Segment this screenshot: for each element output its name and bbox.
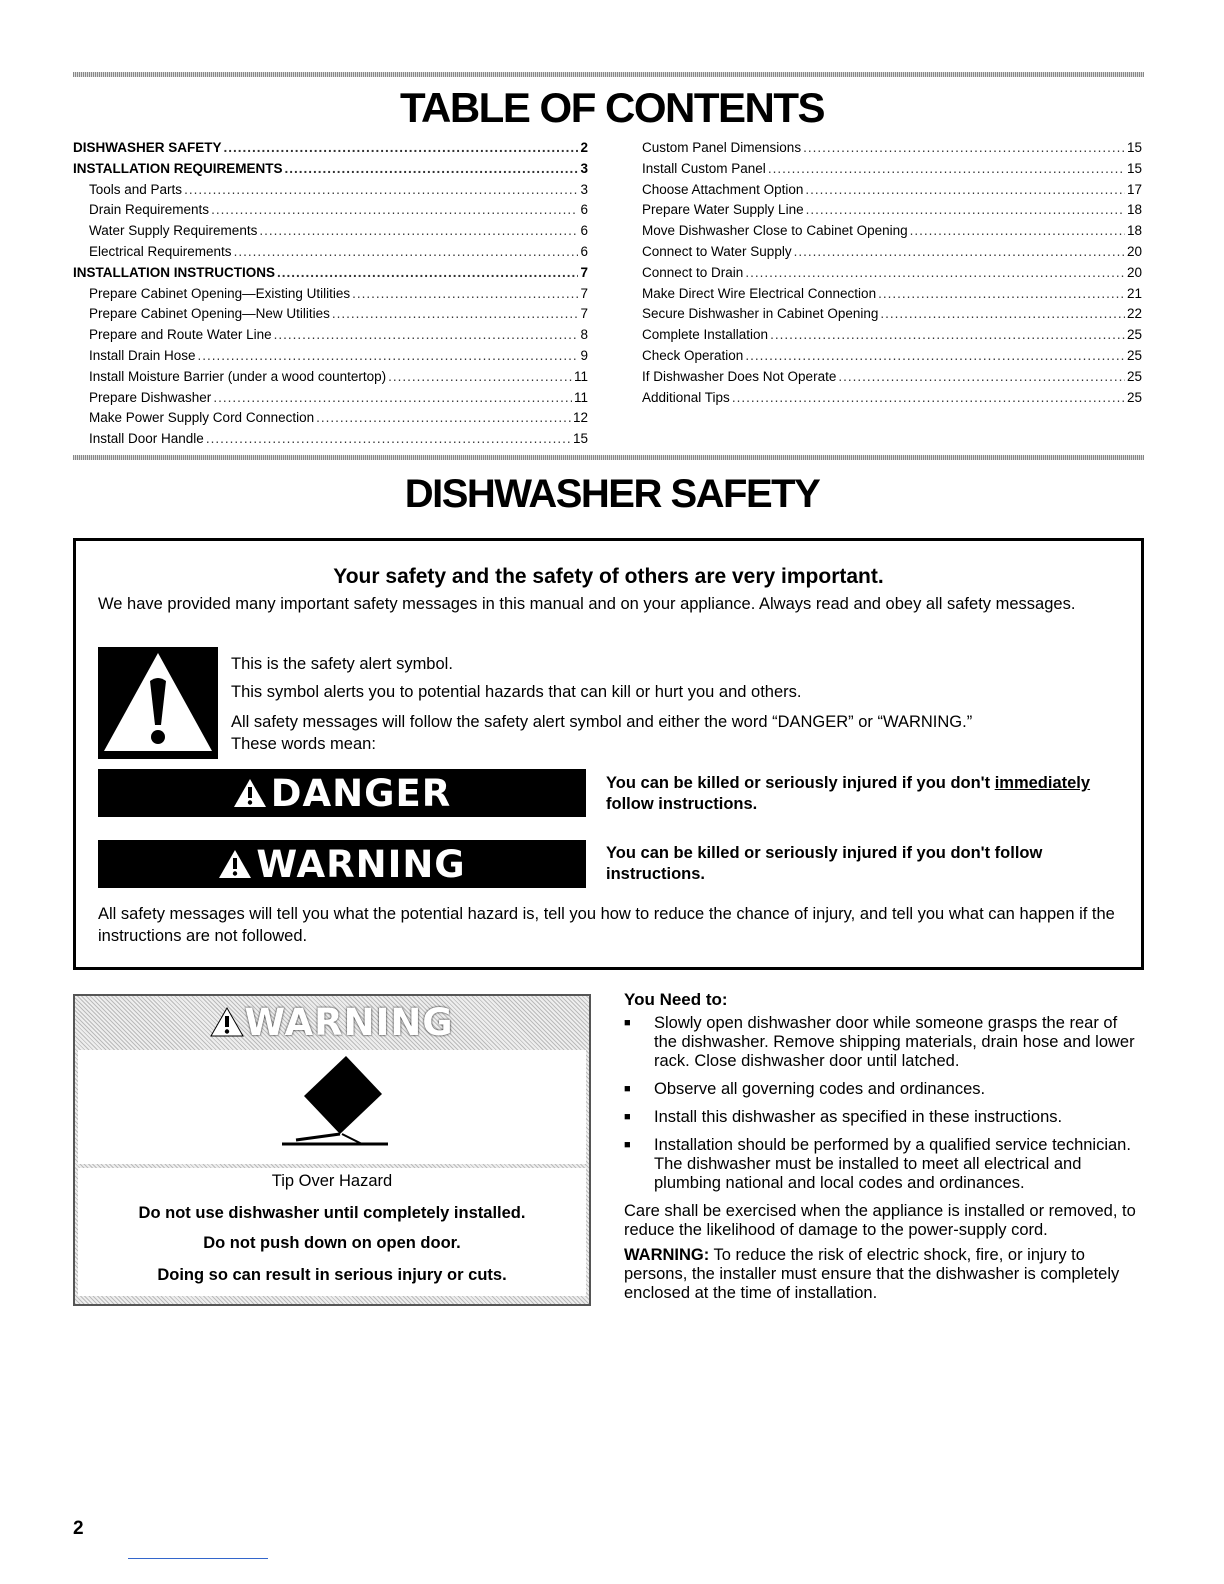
toc-leader-dots bbox=[745, 265, 1125, 280]
toc-entry bbox=[73, 390, 588, 411]
toc-entry-title: Install Moisture Barrier (under a wood countertop) bbox=[89, 368, 387, 384]
toc-entry bbox=[73, 182, 588, 203]
toc-entry bbox=[73, 327, 588, 348]
toc-leader-dots bbox=[316, 410, 571, 425]
toc-entry-title: Prepare Cabinet Opening—New Utilities bbox=[89, 306, 330, 322]
toc-entry-title: Make Power Supply Cord Connection bbox=[89, 410, 315, 426]
tip-over-warning-header bbox=[75, 996, 589, 1048]
symbol-line-2: This symbol alerts you to potential hazards that can kill or hurt you and others. bbox=[231, 683, 802, 701]
toc-entry bbox=[642, 161, 1142, 182]
toc-leader-dots bbox=[806, 202, 1125, 217]
toc-entry-title: Water Supply Requirements bbox=[89, 223, 258, 239]
toc-entry-title: Check Operation bbox=[642, 347, 744, 363]
toc-entry-title: INSTALLATION REQUIREMENTS bbox=[73, 160, 283, 176]
toc-leader-dots bbox=[805, 182, 1125, 197]
alert-triangle-icon bbox=[210, 1007, 244, 1037]
you-need-section bbox=[624, 990, 1144, 1309]
toc-leader-dots bbox=[768, 161, 1125, 176]
symbol-line-4: These words mean: bbox=[231, 735, 376, 753]
tip-over-line-3: Doing so can result in serious injury or cuts. bbox=[157, 1266, 507, 1284]
toc-entry-title: Install Drain Hose bbox=[89, 347, 196, 363]
toc-leader-dots bbox=[259, 223, 578, 238]
toc-leader-dots bbox=[274, 327, 579, 342]
toc-entry-page: 20 bbox=[1126, 243, 1142, 259]
danger-text-b: follow instructions. bbox=[606, 795, 758, 813]
toc-entry-page: 11 bbox=[573, 389, 588, 405]
toc-entry bbox=[73, 410, 588, 431]
danger-text-emphasis: immediately bbox=[994, 774, 1091, 792]
toc-leader-dots bbox=[184, 182, 578, 197]
toc-entry bbox=[73, 202, 588, 223]
toc-leader-dots bbox=[878, 286, 1125, 301]
toc-entry-title: If Dishwasher Does Not Operate bbox=[642, 368, 837, 384]
toc-entry-page: 15 bbox=[1126, 140, 1142, 155]
toc-entry-title: Custom Panel Dimensions bbox=[642, 140, 802, 155]
toc-entry-page: 20 bbox=[1126, 264, 1142, 280]
toc-leader-dots bbox=[213, 390, 572, 405]
toc-entry-title: Prepare Dishwasher bbox=[89, 389, 212, 405]
toc-entry-title: DISHWASHER SAFETY bbox=[73, 140, 222, 155]
tip-over-hazard-icon bbox=[78, 1050, 586, 1164]
toc-entry-page: 15 bbox=[572, 431, 588, 447]
toc-leader-dots bbox=[277, 265, 578, 280]
danger-text bbox=[606, 773, 1136, 815]
toc-entry-page: 25 bbox=[1126, 327, 1142, 343]
toc-leader-dots bbox=[880, 306, 1125, 321]
toc-entry-page: 18 bbox=[1126, 223, 1142, 239]
toc-entry-title: Prepare Cabinet Opening—Existing Utilities bbox=[89, 285, 351, 301]
toc-entry bbox=[642, 369, 1142, 390]
alert-triangle-icon bbox=[218, 849, 252, 879]
toc-entry-page: 6 bbox=[580, 223, 588, 239]
page-number: 2 bbox=[73, 1518, 84, 1539]
warning-signal bbox=[98, 840, 586, 888]
danger-word: DANGER bbox=[270, 771, 452, 815]
toc-entry-title: Electrical Requirements bbox=[89, 243, 232, 259]
toc-entry bbox=[73, 265, 588, 286]
toc-left-column bbox=[73, 140, 588, 452]
toc-entry-title: Prepare Water Supply Line bbox=[642, 202, 804, 218]
toc-entry-page: 18 bbox=[1126, 202, 1142, 218]
symbol-line-1: This is the safety alert symbol. bbox=[231, 655, 453, 673]
toc-entry-title: Prepare and Route Water Line bbox=[89, 327, 272, 343]
toc-leader-dots bbox=[206, 431, 571, 446]
toc-entry bbox=[642, 265, 1142, 286]
toc-entry-page: 25 bbox=[1126, 368, 1142, 384]
toc-entry bbox=[642, 306, 1142, 327]
you-need-bullet: ■ Slowly open dishwasher door while someone grasps the rear of the dishwasher. Remove shipping materials, drain hose and lower rack. Close dishwasher door until latched. bbox=[624, 1014, 1144, 1071]
toc-leader-dots bbox=[224, 140, 579, 155]
toc-entry-page: 12 bbox=[572, 410, 588, 426]
toc-entry-title: Connect to Drain bbox=[642, 264, 744, 280]
toc-entry bbox=[642, 286, 1142, 307]
toc-entry-page: 22 bbox=[1126, 306, 1142, 322]
toc-entry bbox=[73, 223, 588, 244]
safety-closing: All safety messages will tell you what the potential hazard is, tell you how to reduce the chance of injury, and tell you what can happen if the instructions are not followed. bbox=[98, 905, 1115, 945]
toc-entry bbox=[73, 140, 588, 161]
toc-entry bbox=[642, 223, 1142, 244]
toc-leader-dots bbox=[388, 369, 572, 384]
install-warning-label: WARNING: bbox=[624, 1246, 710, 1264]
toc-entry-page: 3 bbox=[580, 181, 588, 197]
toc-entry bbox=[73, 161, 588, 182]
toc-entry bbox=[73, 431, 588, 452]
toc-title: TABLE OF CONTENTS bbox=[399, 84, 825, 131]
toc-entry-title: Move Dishwasher Close to Cabinet Opening bbox=[642, 223, 908, 239]
tip-over-warning-word: WARNING bbox=[244, 1000, 454, 1044]
tip-over-pictogram-panel bbox=[78, 1050, 586, 1164]
safety-title: DISHWASHER SAFETY bbox=[404, 472, 820, 516]
toc-entry-page: 25 bbox=[1126, 389, 1142, 405]
danger-text-a: You can be killed or seriously injured if you don't bbox=[606, 774, 995, 792]
toc-entry bbox=[73, 369, 588, 390]
toc-entry-title: Drain Requirements bbox=[89, 202, 210, 218]
you-need-bullet: ■ Installation should be performed by a qualified service technician. The dishwasher must be installed to meet all electrical and plumbing national and local codes and ordinances. bbox=[624, 1136, 1144, 1193]
symbol-line-3: All safety messages will follow the safety alert symbol and either the word “DANGER” or “WARNING.” bbox=[231, 713, 973, 731]
toc-entry-page: 7 bbox=[580, 264, 588, 280]
safety-intro: We have provided many important safety messages in this manual and on your appliance. Always read and obey all safety messages. bbox=[98, 595, 1076, 613]
toc-leader-dots bbox=[745, 348, 1125, 363]
toc-entry bbox=[73, 286, 588, 307]
toc-entry-page: 11 bbox=[573, 368, 588, 384]
toc-entry-page: 6 bbox=[580, 202, 588, 218]
install-warning-paragraph bbox=[624, 1246, 1144, 1303]
toc-entry-page: 9 bbox=[580, 347, 588, 363]
toc-entry-page: 15 bbox=[1126, 160, 1142, 176]
toc-leader-dots bbox=[803, 140, 1125, 155]
toc-leader-dots bbox=[332, 306, 579, 321]
safety-alert-icon bbox=[98, 647, 218, 759]
danger-signal bbox=[98, 769, 586, 817]
toc-entry bbox=[642, 244, 1142, 265]
toc-leader-dots bbox=[285, 161, 579, 176]
toc-entry bbox=[642, 348, 1142, 369]
toc-entry-title: INSTALLATION INSTRUCTIONS bbox=[73, 264, 275, 280]
toc-entry-page: 7 bbox=[580, 306, 588, 322]
toc-entry-title: Tools and Parts bbox=[89, 181, 183, 197]
toc-leader-dots bbox=[732, 390, 1125, 405]
toc-leader-dots bbox=[352, 286, 578, 301]
warning-word: WARNING bbox=[256, 842, 466, 886]
toc-entry-title: Install Custom Panel bbox=[642, 160, 766, 176]
alert-triangle-icon bbox=[233, 778, 267, 808]
warning-text: You can be killed or seriously injured if you don't follow instructions. bbox=[606, 844, 1043, 883]
toc-entry-page: 25 bbox=[1126, 347, 1142, 363]
toc-entry-title: Additional Tips bbox=[642, 389, 730, 405]
toc-entry-page: 7 bbox=[580, 285, 588, 301]
safety-heading: Your safety and the safety of others are very important. bbox=[333, 565, 884, 588]
toc-entry-title: Complete Installation bbox=[642, 327, 769, 343]
you-need-bullet: ■ Observe all governing codes and ordinances. bbox=[624, 1080, 1144, 1099]
toc-leader-dots bbox=[770, 327, 1125, 342]
safety-box bbox=[73, 538, 1144, 970]
care-paragraph: Care shall be exercised when the appliance is installed or removed, to reduce the likelihood of damage to the power-supply cord. bbox=[624, 1202, 1136, 1239]
toc-right-column bbox=[642, 140, 1142, 410]
you-need-heading: You Need to: bbox=[624, 990, 728, 1009]
toc-entry bbox=[642, 182, 1142, 203]
install-warning-text: To reduce the risk of electric shock, fire, or injury to persons, the installer must ensure that the dishwasher is completely enclosed at the time of installation. bbox=[624, 1246, 1120, 1302]
tip-over-line-1: Do not use dishwasher until completely installed. bbox=[138, 1204, 526, 1222]
toc-entry-title: Make Direct Wire Electrical Connection bbox=[642, 285, 877, 301]
toc-entry-title: Connect to Water Supply bbox=[642, 243, 792, 259]
toc-entry-page: 6 bbox=[580, 243, 588, 259]
toc-entry-page: 21 bbox=[1126, 285, 1142, 301]
toc-leader-dots bbox=[910, 223, 1125, 238]
footer-line bbox=[128, 1558, 268, 1559]
toc-leader-dots bbox=[198, 348, 579, 363]
toc-entry bbox=[73, 348, 588, 369]
tip-over-hazard-title: Tip Over Hazard bbox=[271, 1172, 393, 1190]
you-need-bullet: ■ Install this dishwasher as specified in these instructions. bbox=[624, 1108, 1144, 1127]
tip-over-warning-box bbox=[73, 994, 591, 1306]
top-rule bbox=[73, 72, 1144, 77]
toc-leader-dots bbox=[211, 202, 578, 217]
toc-entry-title: Install Door Handle bbox=[89, 431, 204, 447]
tip-over-line-2: Do not push down on open door. bbox=[203, 1234, 461, 1252]
toc-entry-title: Choose Attachment Option bbox=[642, 181, 804, 197]
toc-leader-dots bbox=[234, 244, 579, 259]
toc-entry-page: 17 bbox=[1126, 181, 1142, 197]
toc-entry bbox=[642, 327, 1142, 348]
toc-entry-title: Secure Dishwasher in Cabinet Opening bbox=[642, 306, 879, 322]
toc-leader-dots bbox=[794, 244, 1125, 259]
toc-entry bbox=[642, 202, 1142, 223]
middle-rule bbox=[73, 455, 1144, 460]
toc-entry bbox=[73, 306, 588, 327]
toc-entry bbox=[642, 140, 1142, 161]
tip-over-text-panel bbox=[78, 1168, 586, 1296]
toc-entry-page: 8 bbox=[580, 327, 588, 343]
toc-entry bbox=[73, 244, 588, 265]
toc-entry-page: 3 bbox=[580, 160, 588, 176]
toc-entry-page: 2 bbox=[580, 140, 588, 155]
toc-entry bbox=[642, 390, 1142, 411]
toc-leader-dots bbox=[838, 369, 1125, 384]
